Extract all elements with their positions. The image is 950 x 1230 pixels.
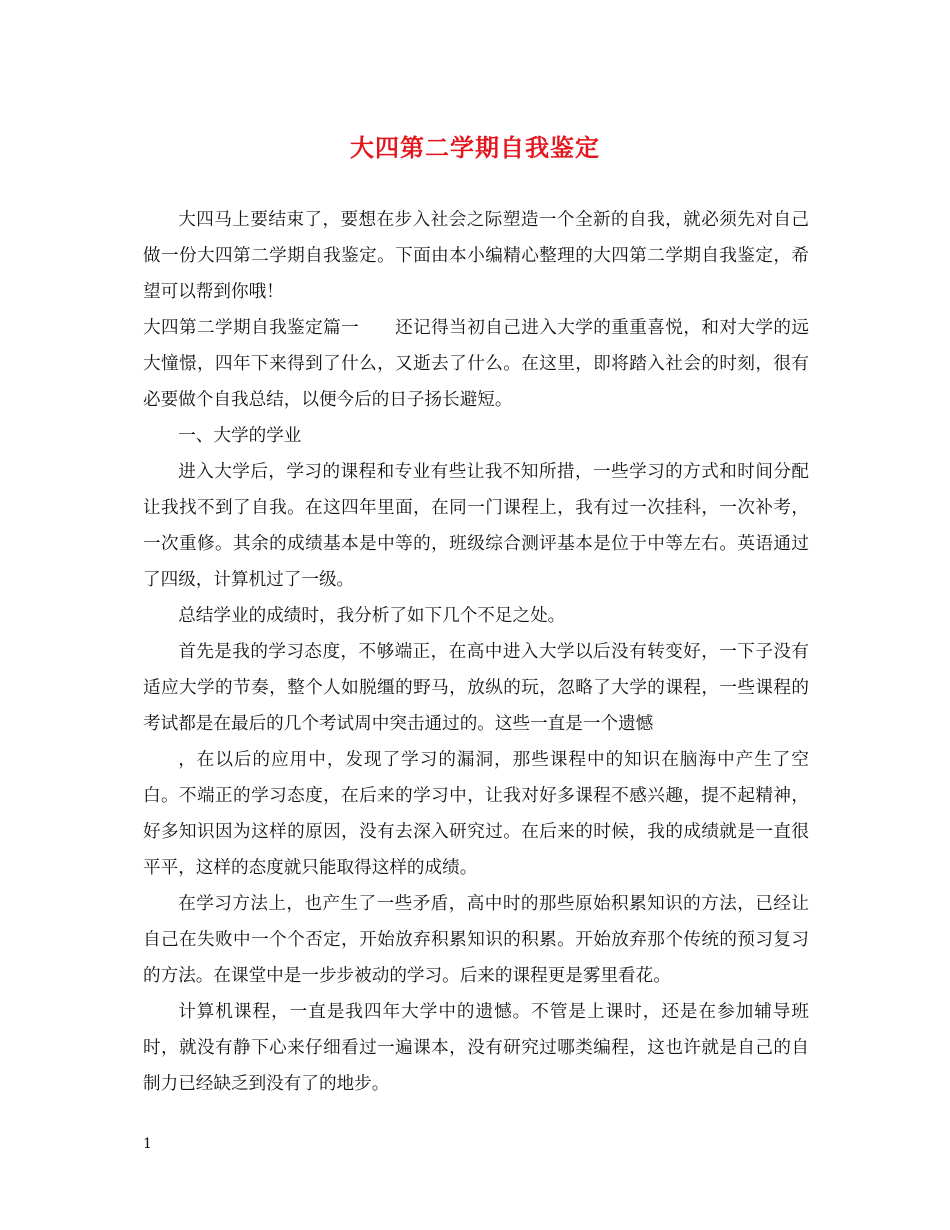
paragraph-intro: 大四马上要结束了，要想在步入社会之际塑造一个全新的自我，就必须先对自己做一份大四第二学期自我鉴定。下面由本小编精心整理的大四第二学期自我鉴定，希望可以帮到你哦！ xyxy=(143,210,809,302)
paragraph-academics: 进入大学后，学习的课程和专业有些让我不知所措，一些学习的方式和时间分配让我找不到了自我。在这四年里面，在同一门课程上，我有过一次挂科，一次补考，一次重修。其余的成绩基本是中等的，班级综合测评基本是位于中等左右。英语通过了四级，计算机过了一级。 xyxy=(143,462,809,590)
paragraph-summary: 总结学业的成绩时，我分析了如下几个不足之处。 xyxy=(178,606,566,626)
document-body xyxy=(143,202,809,1102)
paragraph-section-one: 大四第二学期自我鉴定篇一 还记得当初自己进入大学的重重喜悦，和对大学的远大憧憬，四年下来得到了什么，又逝去了什么。在这里，即将踏入社会的时刻，很有必要做个自我总结，以便今后的日子扬长避短。 xyxy=(143,318,809,410)
paragraph-computer: 计算机课程，一直是我四年大学中的遗憾。不管是上课时，还是在参加辅导班时，就没有静下心来仔细看过一遍课本，没有研究过哪类编程，这也许就是自己的自制力已经缺乏到没有了的地步。 xyxy=(143,1002,809,1094)
paragraph-attitude: 首先是我的学习态度，不够端正，在高中进入大学以后没有转变好，一下子没有适应大学的节奏，整个人如脱缰的野马，放纵的玩，忽略了大学的课程，一些课程的考试都是在最后的几个考试周中突击通过的。这些一直是一个遗憾 xyxy=(143,642,809,734)
paragraph-attitude-continued: ，在以后的应用中，发现了学习的漏洞，那些课程中的知识在脑海中产生了空白。不端正的学习态度，在后来的学习中，让我对好多课程不感兴趣，提不起精神，好多知识因为这样的原因，没有去深入研究过。在后来的时候，我的成绩就是一直很平平，这样的态度就只能取得这样的成绩。 xyxy=(143,750,809,878)
page-number: 1 xyxy=(143,1136,152,1152)
document-title: 大四第二学期自我鉴定 xyxy=(350,133,600,162)
paragraph-methods: 在学习方法上，也产生了一些矛盾，高中时的那些原始积累知识的方法，已经让自己在失败中一个个否定，开始放弃积累知识的积累。开始放弃那个传统的预习复习的方法。在课堂中是一步步被动的学习。后来的课程更是雾里看花。 xyxy=(143,894,809,986)
paragraph-heading-academics: 一、大学的学业 xyxy=(178,426,302,446)
